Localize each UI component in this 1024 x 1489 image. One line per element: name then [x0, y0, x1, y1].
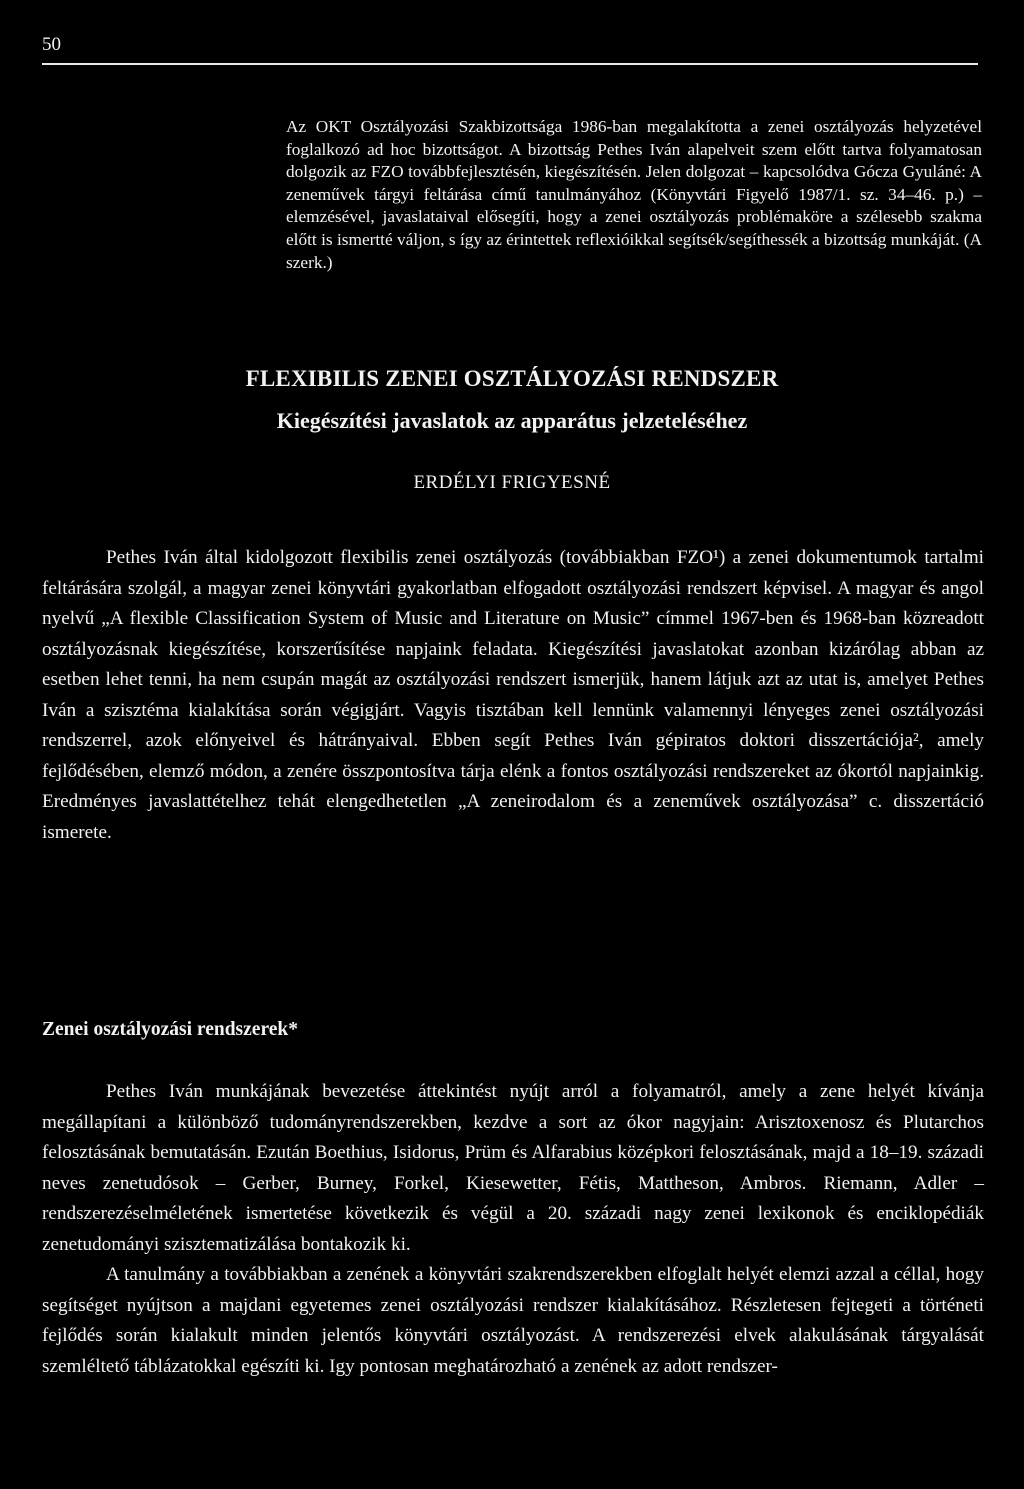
- section-paragraph-1: Pethes Iván munkájának bevezetése áttekintést nyújt arról a folyamatról, amely a zene helyét kívánja megállapítani a különböző tudományrendszerekben, kezdve a sort az ókor nagyjain: Arisztoxenosz és Plutarchos felosztásának bemutatásán. Ezután Boethius, Isidorus, Prüm és Alfarabius középkori felosztásának, majd a 18–19. századi neves zenetudósok – Gerber, Burney, Forkel, Kiesewetter, Fétis, Mattheson, Ambros. Riemann, Adler – rendszerezéselméletének ismertetése következik és végül a 20. századi nagy zenei lexikonok és enciklopédiák zenetudományi szisztematizálása bontakozik ki.: [42, 1081, 984, 1255]
- editor-note: [286, 116, 982, 274]
- top-rule: [42, 63, 978, 65]
- section-paragraph-2: A tanulmány a továbbiakban a zenének a könyvtári szakrendszerekben elfoglalt helyét elemzi azzal a céllal, hogy segítséget nyújtson a majdani egyetemes zenei osztályozási rendszer kialakításához. Részletesen fejtegeti a történeti fejlődés során kialakult minden jelentős könyvtári osztályozást. A rendszerezési elvek alakulásának tárgyalását szemléltető táblázatokkal egészíti ki. Igy pontosan meghatározható a zenének az adott rendszer-: [42, 1264, 984, 1377]
- intro-section: [42, 543, 984, 848]
- article-author: ERDÉLYI FRIGYESNÉ: [413, 472, 611, 493]
- section-heading: Zenei osztályozási rendszerek*: [42, 1019, 298, 1040]
- intro-paragraph: Pethes Iván által kidolgozott flexibilis zenei osztályozás (továbbiakban FZO¹) a zenei dokumentumok tartalmi feltárására szolgál, a magyar zenei könyvtári gyakorlatban elfogadott osztályozási rendszert képvisel. A magyar és angol nyelvű „A flexible Classification System of Music and Literature on Music” címmel 1967-ben és 1968-ban közreadott osztályozásnak kiegészítése, korszerűsítése napjaink feladata. Kiegészítési javaslatokat azonban kizárólag abban az esetben lehet tenni, ha nem csupán magát az osztályozási rendszert ismerjük, hanem látjuk azt az utat is, amelyet Pethes Iván a szisztéma kialakítása során végigjárt. Vagyis tisztában kell lennünk valamennyi lényeges zenei osztályozási rendszerrel, azok előnyeivel és hátrányaival. Ebben segít Pethes Iván gépiratos doktori disszertációja², amely fejlődésében, elemző módon, a zenére összpontosítva tárja elénk a fontos osztályozási rendszereket az ókortól napjainkig. Eredményes javaslattételhez tehát elengedhetetlen „A zeneirodalom és a zeneművek osztályozása” c. disszertáció ismerete.: [42, 547, 984, 843]
- article-title: FLEXIBILIS ZENEI OSZTÁLYOZÁSI RENDSZER: [245, 366, 779, 391]
- article-subtitle: Kiegészítési javaslatok az apparátus jelzeteléséhez: [276, 408, 748, 433]
- section-body: [42, 1077, 984, 1382]
- editor-note-text: Az OKT Osztályozási Szakbizottsága 1986-ban megalakította a zenei osztályozás helyzetével foglalkozó ad hoc bizottságot. A bizottság Pethes Iván alapelveit szem előtt tartva folyamatosan dolgozik az FZO továbbfejlesztésén, kiegészítésén. Jelen dolgozat – kapcsolódva Gócza Gyuláné: A zeneművek tárgyi feltárása című tanulmányához (Könyvtári Figyelő 1987/1. sz. 34–46. p.) – elemzésével, javaslataival elősegíti, hogy a zenei osztályozás problémaköre a szélesebb szakma előtt is ismertté váljon, s így az érintettek reflexióikkal segítsék/segíthessék a bizottság munkáját. (A szerk.): [286, 117, 982, 272]
- page-number: 50: [42, 34, 61, 55]
